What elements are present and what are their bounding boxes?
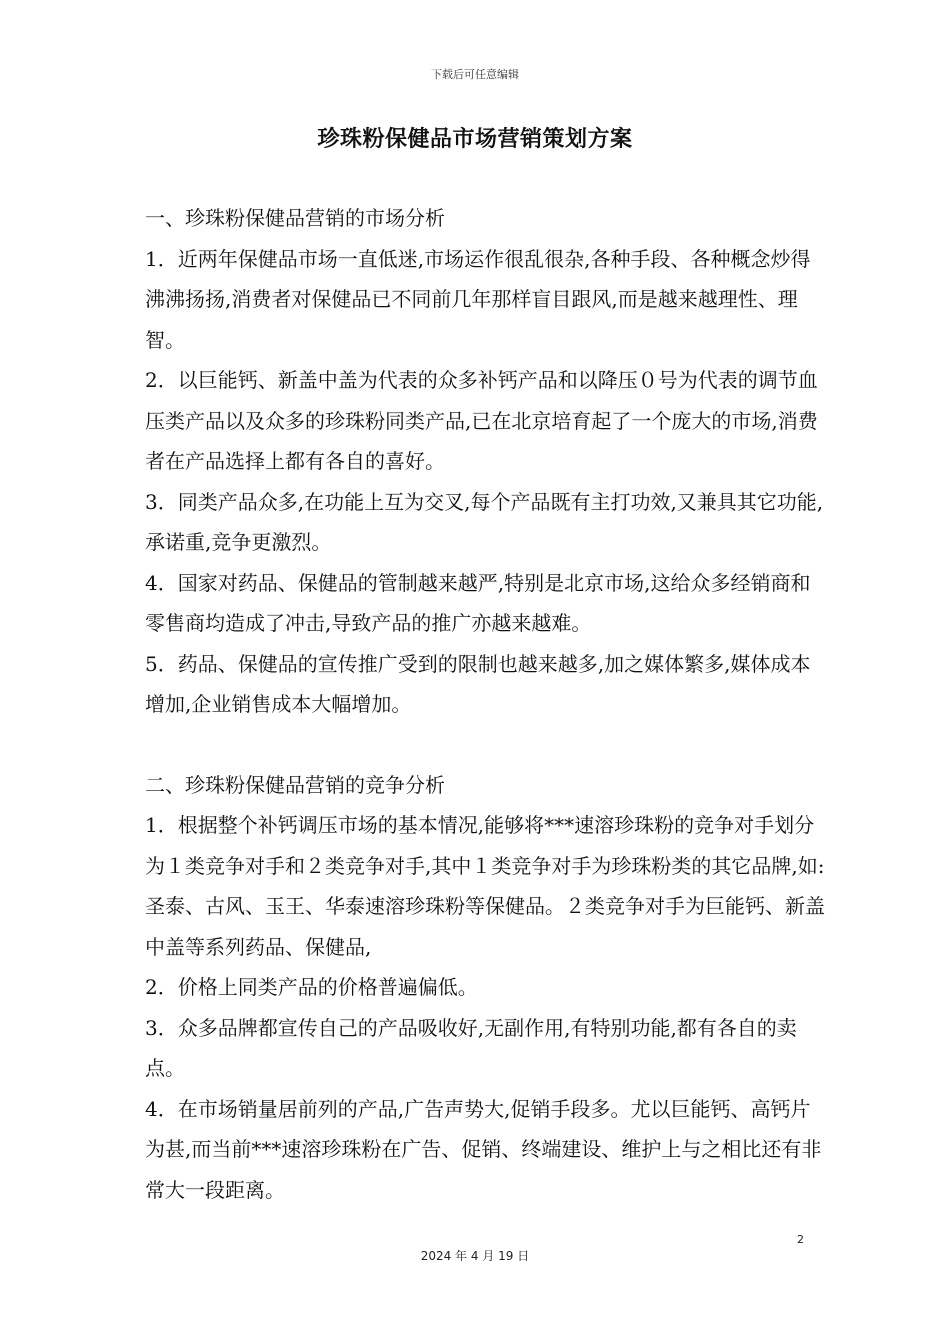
section-1-item-5: 5．药品、保健品的宣传推广受到的限制也越来越多,加之媒体繁多,媒体成本增加,企业销售成本大幅增加。 xyxy=(145,651,811,716)
page-number: 2 xyxy=(797,1233,804,1246)
document-title: 珍珠粉保健品市场营销策划方案 xyxy=(317,127,633,152)
section-1-item-3: 3．同类产品众多,在功能上互为交叉,每个产品既有主打功效,又兼具其它功能,承诺重,竞争更激烈。 xyxy=(145,489,824,554)
section-1-item-4: 4．国家对药品、保健品的管制越来越严,特别是北京市场,这给众多经销商和零售商均造成了冲击,导致产品的推广亦越来越难。 xyxy=(145,570,811,635)
section-spacer xyxy=(145,725,825,765)
header-note: 下载后可任意编辑 xyxy=(431,68,519,81)
section-2-item-4: 4．在市场销量居前列的产品,广告声势大,促销手段多。尤以巨能钙、高钙片为甚,而当前***速溶珍珠粉在广告、促销、终端建设、维护上与之相比还有非常大一段距离。 xyxy=(145,1096,822,1202)
section-1-heading: 一、珍珠粉保健品营销的市场分析 xyxy=(145,206,445,230)
document-body xyxy=(145,198,825,1210)
section-2-item-2: 2．价格上同类产品的价格普遍偏低。 xyxy=(145,975,478,999)
section-2-item-3: 3．众多品牌都宣传自己的产品吸收好,无副作用,有特别功能,都有各自的卖点。 xyxy=(145,1015,797,1080)
section-2-item-1: 1．根据整个补钙调压市场的基本情况,能够将***速溶珍珠粉的竞争对手划分为１类竞争对手和２类竞争对手,其中１类竞争对手为珍珠粉类的其它品牌,如:圣泰、古风、玉王、华泰速溶珍珠粉等保健品。２类竞争对手为巨能钙、新盖中盖等系列药品、保健品, xyxy=(145,813,825,959)
section-1-item-2: 2．以巨能钙、新盖中盖为代表的众多补钙产品和以降压０号为代表的调节血压类产品以及众多的珍珠粉同类产品,已在北京培育起了一个庞大的市场,消费者在产品选择上都有各自的喜好。 xyxy=(145,368,818,473)
section-1-item-1: 1．近两年保健品市场一直低迷,市场运作很乱很杂,各种手段、各种概念炒得沸沸扬扬,消费者对保健品已不同前几年那样盲目跟风,而是越来越理性、理智。 xyxy=(145,246,811,352)
footer-date: 2024 年 4 月 19 日 xyxy=(420,1249,530,1263)
section-2-heading: 二、珍珠粉保健品营销的竞争分析 xyxy=(145,772,445,797)
